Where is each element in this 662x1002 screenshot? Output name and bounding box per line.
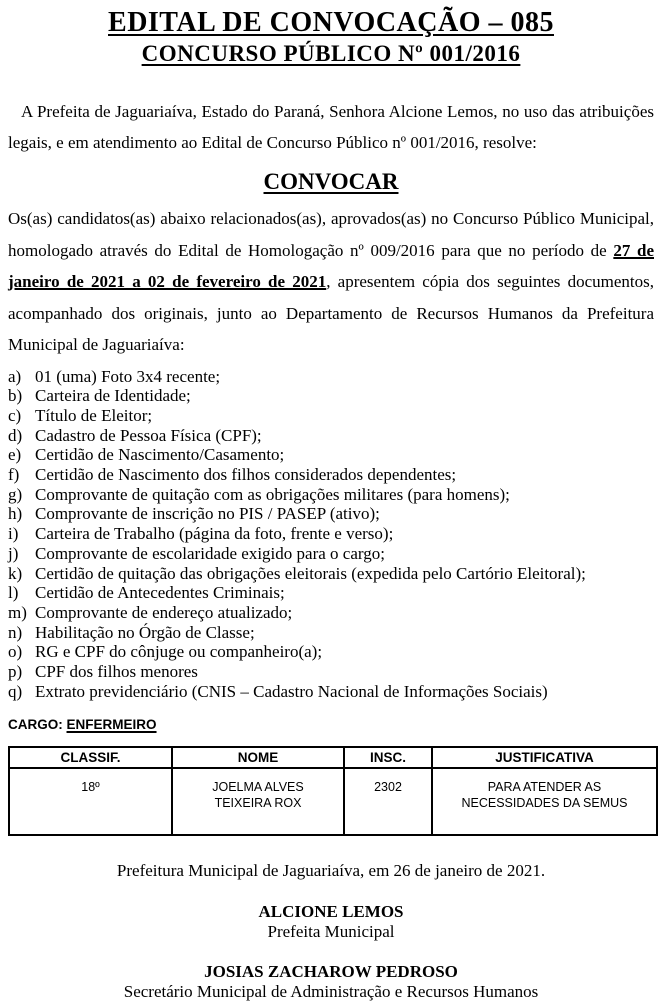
list-item xyxy=(8,682,654,702)
list-text: Comprovante de inscrição no PIS / PASEP (ativo); xyxy=(35,504,380,524)
signature-block-secretario xyxy=(8,962,654,1002)
list-marker: q) xyxy=(8,681,23,701)
list-text: Comprovante de escolaridade exigido para o cargo; xyxy=(35,543,385,563)
list-item xyxy=(8,445,654,465)
list-item xyxy=(8,623,654,643)
list-item xyxy=(8,367,654,387)
list-item xyxy=(8,524,654,544)
signature-name: ALCIONE LEMOS xyxy=(258,902,404,922)
list-text: Comprovante de quitação com as obrigações militares (para homens); xyxy=(35,484,510,504)
signature-name: JOSIAS ZACHAROW PEDROSO xyxy=(204,962,458,982)
list-item xyxy=(8,426,654,446)
signature-block-prefeita xyxy=(8,902,654,942)
cell-justificativa-line1: PARA ATENDER AS xyxy=(487,780,602,795)
highlight-dates: 27 de janeiro de 2021 a 02 de fevereiro de 2021 xyxy=(8,240,654,291)
list-text: Certidão de quitação das obrigações eleitorais (expedida pelo Cartório Eleitoral); xyxy=(35,563,586,583)
list-marker: m) xyxy=(8,602,27,622)
body-paragraph xyxy=(8,203,654,361)
convocar-heading xyxy=(8,167,654,197)
page-subtitle xyxy=(8,39,654,69)
column-header-insc: INSC. xyxy=(344,747,432,768)
list-marker: f) xyxy=(8,465,20,485)
list-text: Comprovante de endereço atualizado; xyxy=(35,602,293,622)
table-header-row xyxy=(9,747,657,768)
list-text: Extrato previdenciário (CNIS – Cadastro Nacional de Informações Sociais) xyxy=(35,681,548,701)
list-text: CPF dos filhos menores xyxy=(35,662,198,682)
cell-insc: 2302 xyxy=(344,768,432,835)
list-item xyxy=(8,564,654,584)
list-text: 01 (uma) Foto 3x4 recente; xyxy=(35,366,221,386)
list-text: Certidão de Nascimento/Casamento; xyxy=(35,445,285,465)
cell-nome-line1: JOELMA ALVES xyxy=(212,780,304,795)
cargo-label: CARGO: xyxy=(8,717,63,733)
list-marker: b) xyxy=(8,386,23,406)
table-row xyxy=(9,768,657,835)
list-item xyxy=(8,504,654,524)
cargo-value: ENFERMEIRO xyxy=(66,717,157,733)
list-item xyxy=(8,603,654,623)
list-marker: a) xyxy=(8,366,22,386)
cell-justificativa xyxy=(432,768,657,835)
cell-nome xyxy=(172,768,344,835)
cargo-line xyxy=(8,717,654,733)
candidates-table xyxy=(8,746,658,836)
list-marker: l) xyxy=(8,583,19,603)
page-title xyxy=(8,6,654,39)
list-text: RG e CPF do cônjuge ou companheiro(a); xyxy=(35,642,323,662)
list-marker: i) xyxy=(8,524,19,544)
page-subtitle-text: CONCURSO PÚBLICO Nº 001/2016 xyxy=(141,41,521,66)
list-marker: k) xyxy=(8,563,23,583)
body-paragraph-part1: Os(as) candidatos(as) abaixo relacionados(as), aprovados(as) no Concurso Público Municipal, homologado através do Edital de Homologação nº 009/2016 para que no período de xyxy=(8,209,654,260)
column-header-classif: CLASSIF. xyxy=(9,747,172,768)
list-text: Carteira de Identidade; xyxy=(35,386,191,406)
list-item xyxy=(8,386,654,406)
list-marker: o) xyxy=(8,642,23,662)
list-marker: p) xyxy=(8,662,23,682)
column-header-justificativa: JUSTIFICATIVA xyxy=(432,747,657,768)
convocar-heading-text: CONVOCAR xyxy=(263,169,399,194)
list-text: Título de Eleitor; xyxy=(35,405,153,425)
list-item xyxy=(8,662,654,682)
list-marker: e) xyxy=(8,445,22,465)
list-text: Cadastro de Pessoa Física (CPF); xyxy=(35,425,262,445)
document-header xyxy=(8,6,654,69)
cell-nome-line2: TEIXEIRA ROX xyxy=(214,796,302,811)
signature-role: Secretário Municipal de Administração e Recursos Humanos xyxy=(123,982,539,1002)
list-item xyxy=(8,485,654,505)
date-line: Prefeitura Municipal de Jaguariaíva, em 26 de janeiro de 2021. xyxy=(116,861,546,881)
list-text: Habilitação no Órgão de Classe; xyxy=(35,622,255,642)
cell-justificativa-line2: NECESSIDADES DA SEMUS xyxy=(461,796,628,811)
list-marker: h) xyxy=(8,504,23,524)
list-text: Carteira de Trabalho (página da foto, frente e verso); xyxy=(35,524,394,544)
list-marker: j) xyxy=(8,543,19,563)
list-marker: g) xyxy=(8,484,23,504)
list-item xyxy=(8,406,654,426)
list-marker: c) xyxy=(8,405,22,425)
body-paragraph-part2: , apresentem cópia dos seguintes documentos, acompanhado dos originais, junto ao Departamento de Recursos Humanos da Prefeitura Municipal de Jaguariaíva: xyxy=(8,272,654,354)
list-item xyxy=(8,465,654,485)
list-item xyxy=(8,583,654,603)
intro-paragraph: A Prefeita de Jaguariaíva, Estado do Paraná, Senhora Alcione Lemos, no uso das atribuições legais, e em atendimento ao Edital de Concurso Público nº 001/2016, resolve: xyxy=(8,102,654,152)
page-title-text: EDITAL DE CONVOCAÇÃO – 085 xyxy=(108,7,554,38)
documents-list xyxy=(8,367,654,702)
signature-role: Prefeita Municipal xyxy=(267,922,395,942)
list-marker: d) xyxy=(8,425,23,445)
list-item xyxy=(8,642,654,662)
list-text: Certidão de Antecedentes Criminais; xyxy=(35,583,285,603)
column-header-nome: NOME xyxy=(172,747,344,768)
cell-classif: 18º xyxy=(9,768,172,835)
list-marker: n) xyxy=(8,622,23,642)
list-item xyxy=(8,544,654,564)
list-text: Certidão de Nascimento dos filhos considerados dependentes; xyxy=(35,465,457,485)
